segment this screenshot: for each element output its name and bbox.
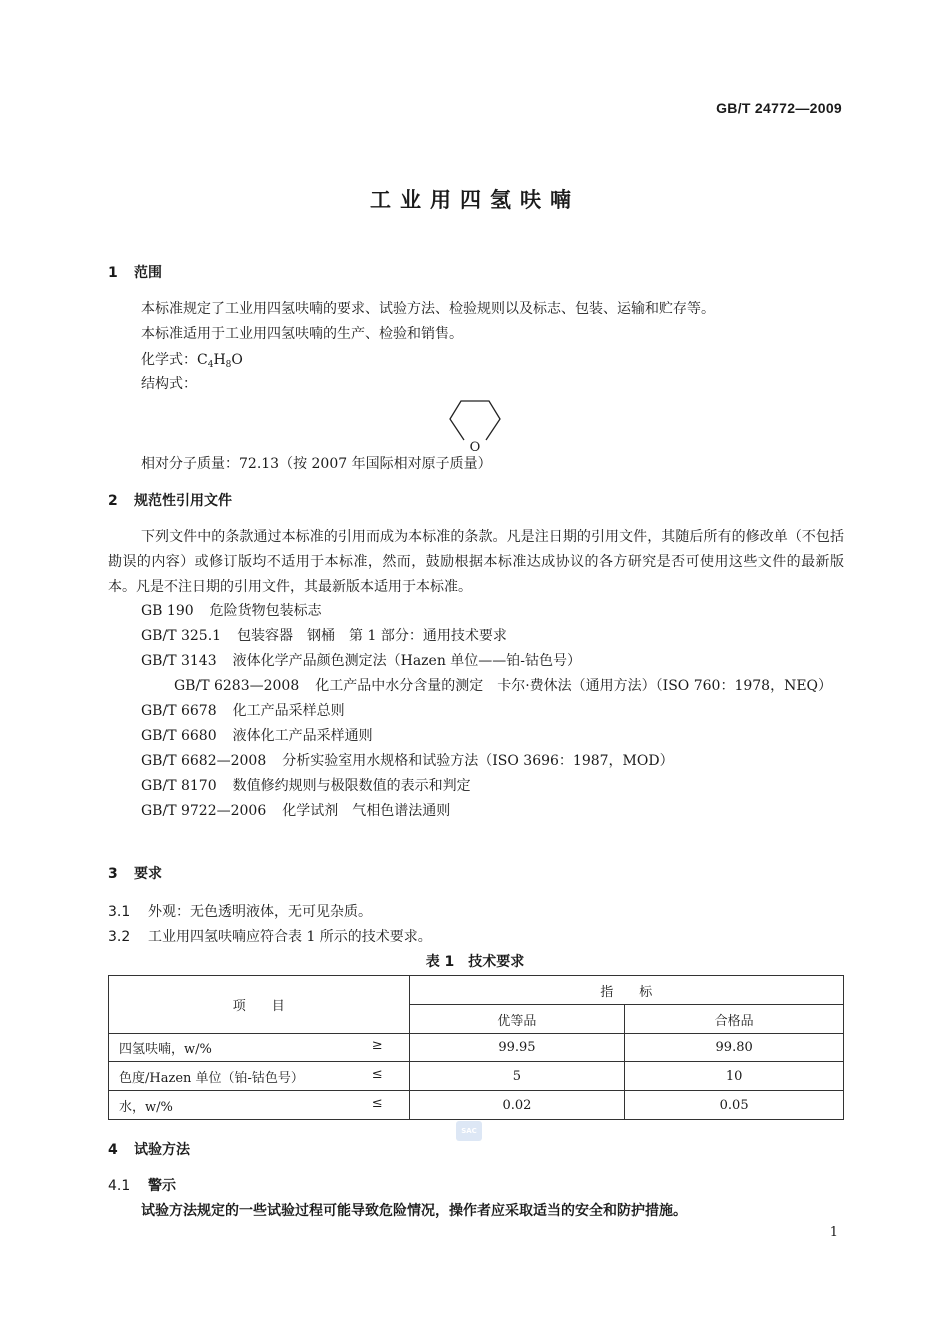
table-cell-item bbox=[109, 1034, 410, 1062]
section-3-heading bbox=[108, 863, 162, 883]
reference-code: GB/T 6680 bbox=[141, 728, 217, 744]
reference-item bbox=[108, 599, 848, 624]
table-cell-superior: 99.95 bbox=[409, 1034, 625, 1062]
table-cell-item bbox=[109, 1062, 410, 1091]
reference-code: GB/T 6678 bbox=[141, 703, 217, 719]
formula-carbon: C bbox=[197, 352, 208, 368]
document-title: 工业用四氢呋喃 bbox=[370, 188, 580, 212]
reference-item bbox=[108, 774, 848, 799]
sac-watermark: SAC bbox=[456, 1121, 482, 1141]
reference-title: 危险货物包装标志 bbox=[209, 603, 322, 619]
clause-4-1-heading bbox=[108, 1175, 176, 1195]
table-header-item: 项 目 bbox=[109, 976, 410, 1034]
clause-number: 4.1 bbox=[108, 1178, 131, 1194]
section-4-heading bbox=[108, 1139, 190, 1159]
formula-carbon-count: 4 bbox=[207, 360, 214, 370]
clause-3-1 bbox=[108, 901, 372, 921]
reference-code: GB/T 6682—2008 bbox=[141, 753, 267, 769]
table-cell-qualified: 10 bbox=[625, 1062, 844, 1091]
item-name: 色度/Hazen 单位（铂-钴色号） bbox=[119, 1070, 304, 1086]
table-header-index: 指 标 bbox=[409, 976, 843, 1005]
reference-title: 包装容器 钢桶 第 1 部分：通用技术要求 bbox=[237, 628, 507, 644]
reference-code: GB/T 8170 bbox=[141, 778, 217, 794]
table-row bbox=[109, 1062, 844, 1091]
table-caption: 表 1 技术要求 bbox=[425, 954, 525, 970]
reference-code: GB/T 9722—2006 bbox=[141, 803, 267, 819]
table-cell-superior: 0.02 bbox=[409, 1091, 625, 1120]
clause-3-2 bbox=[108, 926, 432, 946]
formula-oxygen: O bbox=[231, 352, 243, 368]
clause-text: 外观：无色透明液体，无可见杂质。 bbox=[148, 904, 372, 920]
table-row bbox=[109, 1091, 844, 1120]
section-title: 范围 bbox=[134, 265, 162, 281]
technical-requirements-table bbox=[108, 975, 844, 1120]
item-name: 四氢呋喃，w/% bbox=[119, 1042, 212, 1057]
reference-code: GB/T 6283—2008 bbox=[174, 678, 300, 694]
structure-oxygen-atom: O bbox=[469, 440, 481, 455]
normative-references-intro: 下列文件中的条款通过本标准的引用而成为本标准的条款。凡是注日期的引用文件，其随后所有的修改单（不包括勘误的内容）或修订版均不适用于本标准，然而，鼓励根据本标准达成协议的各方研究是否可使用这些文件的最新版本。凡是不注日期的引用文件，其最新版本适用于本标准。 bbox=[108, 529, 844, 595]
reference-item bbox=[108, 674, 848, 699]
scope-line-2: 本标准适用于工业用四氢呋喃的生产、检验和销售。 bbox=[141, 326, 463, 342]
reference-item bbox=[108, 749, 848, 774]
reference-title: 化工产品采样总则 bbox=[232, 703, 345, 719]
item-name: 水，w/% bbox=[119, 1099, 173, 1115]
reference-title: 分析实验室用水规格和试验方法（ISO 3696：1987，MOD） bbox=[282, 753, 674, 769]
reference-list bbox=[108, 599, 848, 824]
scope-line-1: 本标准规定了工业用四氢呋喃的要求、试验方法、检验规则以及标志、包装、运输和贮存等。 bbox=[141, 301, 715, 317]
section-number: 2 bbox=[108, 493, 118, 509]
section-title: 规范性引用文件 bbox=[134, 493, 232, 509]
clause-number: 3.2 bbox=[108, 929, 131, 945]
section-number: 1 bbox=[108, 265, 118, 281]
molar-mass: 相对分子质量：72.13（按 2007 年国际相对原子质量） bbox=[141, 456, 492, 472]
table-row bbox=[109, 1034, 844, 1062]
reference-item bbox=[108, 724, 848, 749]
clause-text: 工业用四氢呋喃应符合表 1 所示的技术要求。 bbox=[148, 929, 432, 945]
limit-symbol: ≤ bbox=[371, 1066, 383, 1082]
section-2-heading bbox=[108, 490, 232, 510]
table-header-superior: 优等品 bbox=[409, 1005, 625, 1034]
chemical-formula bbox=[141, 349, 243, 370]
reference-title: 化工产品中水分含量的测定 卡尔·费休法（通用方法）（ISO 760：1978，NEQ） bbox=[315, 678, 833, 694]
table-header-qualified: 合格品 bbox=[625, 1005, 844, 1034]
table-cell-qualified: 0.05 bbox=[625, 1091, 844, 1120]
page-number: 1 bbox=[829, 1225, 838, 1240]
thf-structure-diagram bbox=[440, 395, 510, 457]
reference-title: 液体化工产品采样通则 bbox=[232, 728, 373, 744]
standard-number: GB/T 24772—2009 bbox=[716, 100, 842, 116]
formula-hydrogen: H bbox=[213, 352, 226, 368]
section-number: 4 bbox=[108, 1142, 118, 1158]
section-title: 要求 bbox=[134, 866, 162, 882]
structure-label: 结构式： bbox=[141, 376, 197, 392]
limit-symbol: ≤ bbox=[371, 1095, 383, 1111]
warning-text: 试验方法规定的一些试验过程可能导致危险情况，操作者应采取适当的安全和防护措施。 bbox=[141, 1203, 687, 1219]
reference-code: GB 190 bbox=[141, 603, 194, 619]
reference-item bbox=[108, 649, 848, 674]
section-1-heading bbox=[108, 262, 162, 282]
clause-title: 警示 bbox=[148, 1178, 176, 1194]
table-cell-item bbox=[109, 1091, 410, 1120]
section-title: 试验方法 bbox=[134, 1142, 190, 1158]
reference-title: 数值修约规则与极限数值的表示和判定 bbox=[232, 778, 471, 794]
table-cell-superior: 5 bbox=[409, 1062, 625, 1091]
reference-code: GB/T 3143 bbox=[141, 653, 217, 669]
section-number: 3 bbox=[108, 866, 118, 882]
formula-label: 化学式： bbox=[141, 352, 197, 368]
reference-title: 化学试剂 气相色谱法通则 bbox=[282, 803, 451, 819]
reference-title: 液体化学产品颜色测定法（Hazen 单位——铂-钴色号） bbox=[232, 653, 582, 669]
reference-item bbox=[108, 799, 848, 824]
reference-item bbox=[108, 699, 848, 724]
reference-code: GB/T 325.1 bbox=[141, 628, 222, 644]
reference-item bbox=[108, 624, 848, 649]
clause-number: 3.1 bbox=[108, 904, 131, 920]
formula-hydrogen-count: 8 bbox=[225, 360, 232, 370]
table-cell-qualified: 99.80 bbox=[625, 1034, 844, 1062]
limit-symbol: ≥ bbox=[371, 1038, 383, 1053]
